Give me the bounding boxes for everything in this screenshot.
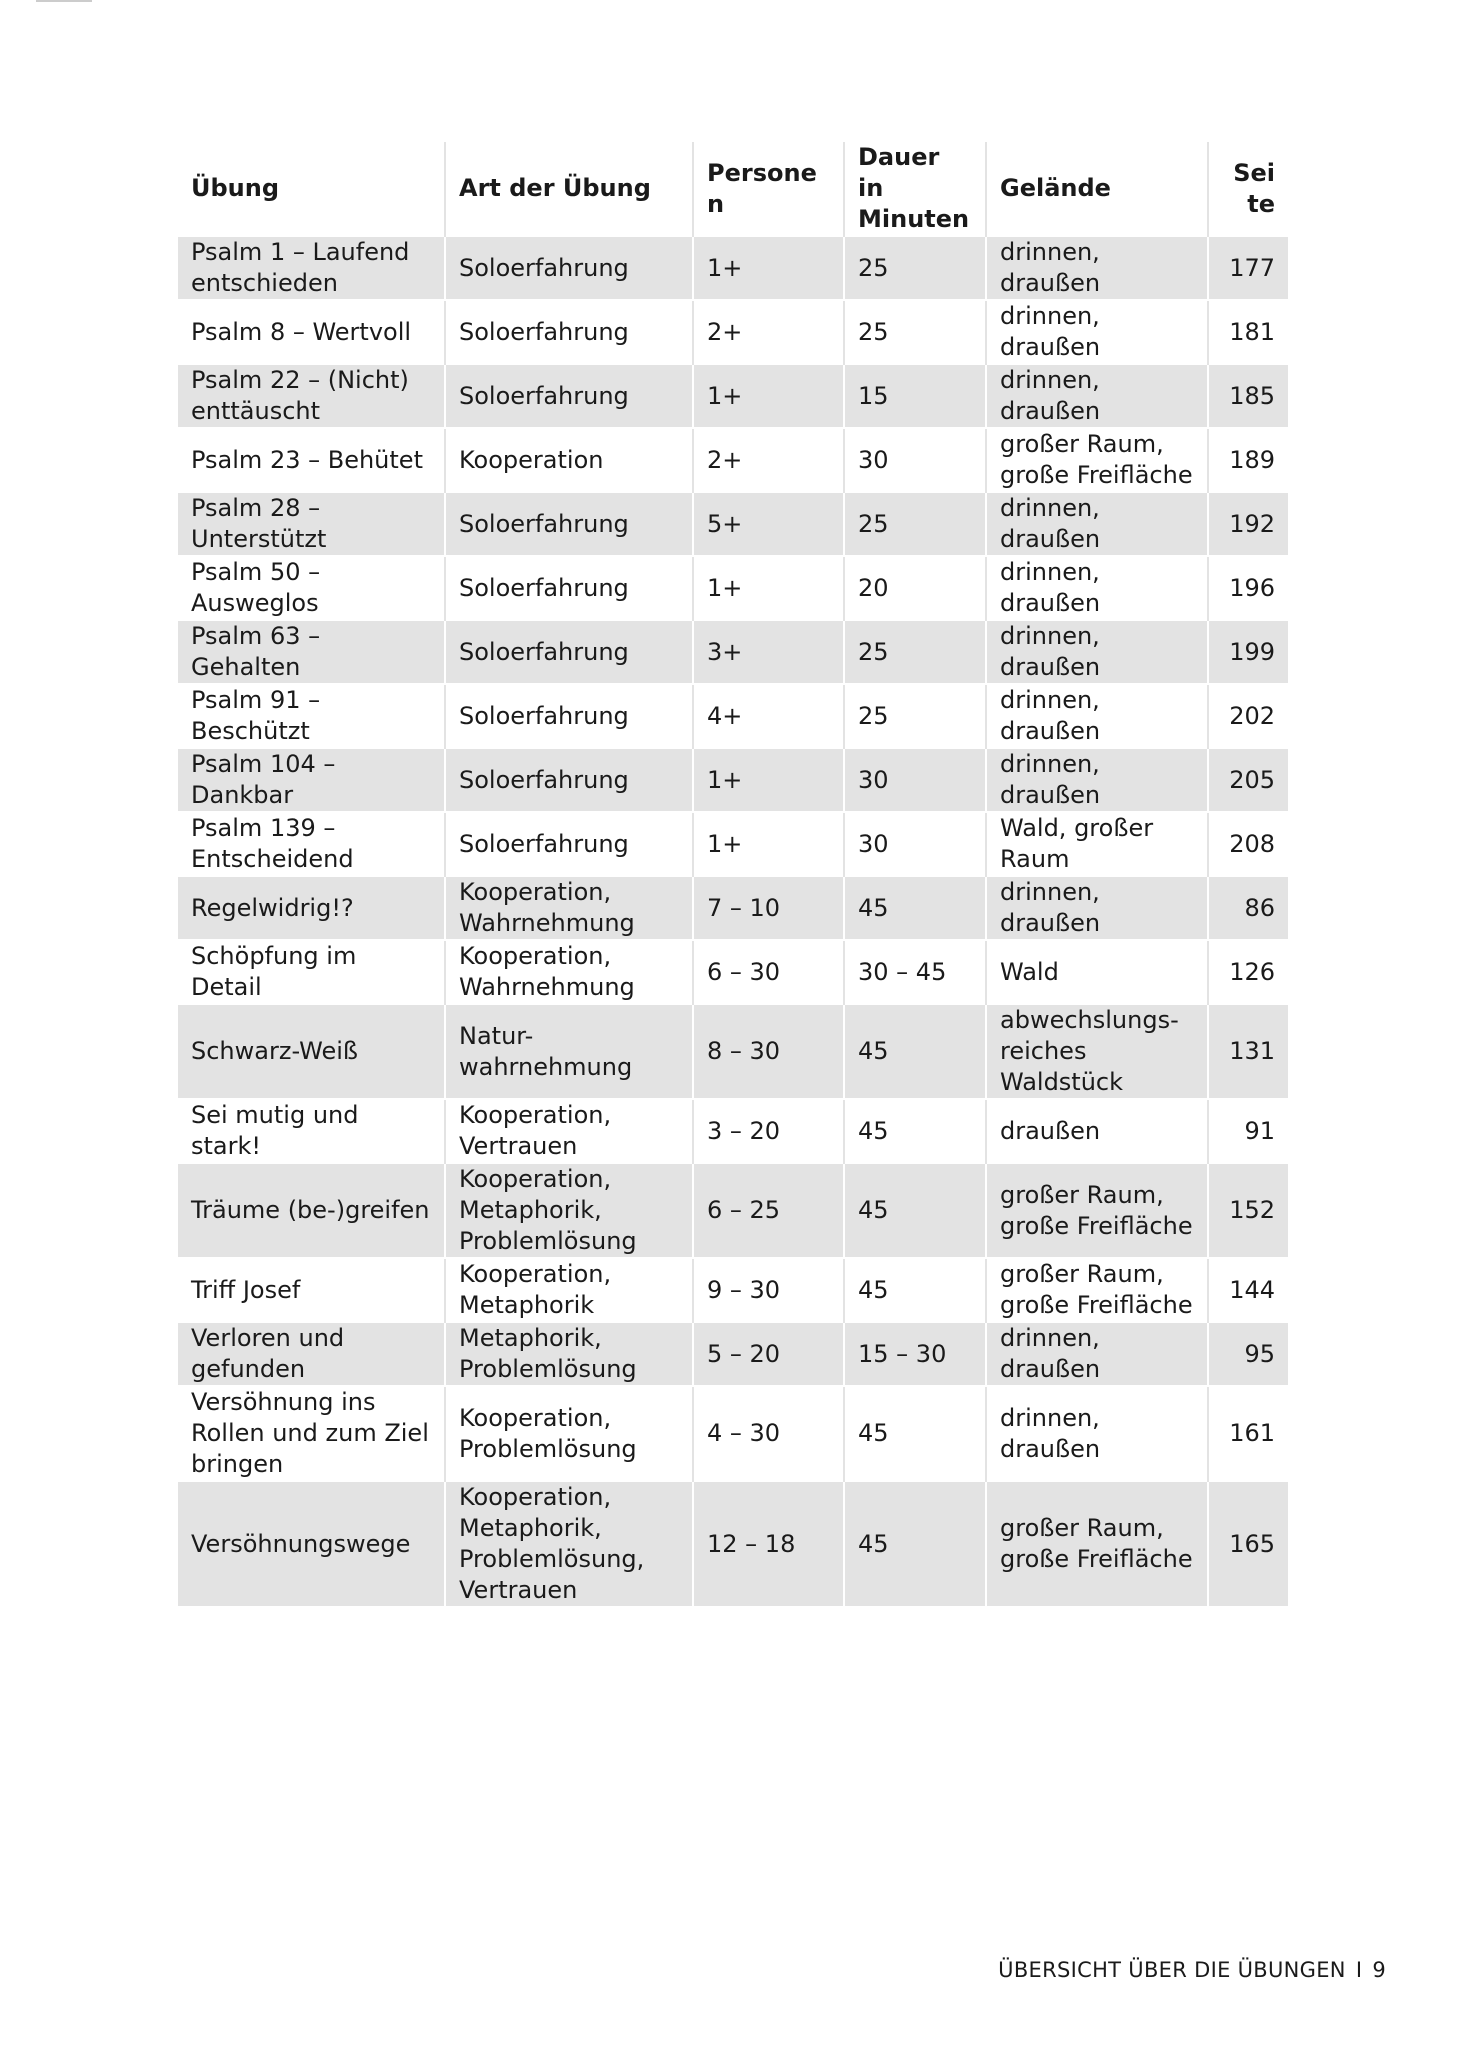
table-row (178, 300, 1288, 364)
cell-persons: 3 – 20 (693, 1099, 844, 1163)
cell-terrain: drinnen, draußen (986, 748, 1208, 812)
cell-page: 205 (1208, 748, 1288, 812)
cell-terrain: drinnen, draußen (986, 620, 1208, 684)
cell-duration: 45 (844, 1481, 986, 1606)
cell-duration: 30 – 45 (844, 940, 986, 1004)
cell-duration: 25 (844, 684, 986, 748)
table-row (178, 1481, 1288, 1606)
cell-terrain: drinnen, draußen (986, 1386, 1208, 1481)
cell-exercise: Psalm 50 – Ausweglos (178, 556, 445, 620)
cell-type: Kooperation, Metaphorik, Problemlösung (445, 1163, 693, 1258)
cell-page: 196 (1208, 556, 1288, 620)
header-persons: Personen (693, 142, 844, 236)
table-row (178, 812, 1288, 876)
cell-page: 208 (1208, 812, 1288, 876)
table-body (178, 236, 1288, 1606)
cell-type: Metaphorik, Problemlösung (445, 1322, 693, 1386)
cell-page: 192 (1208, 492, 1288, 556)
table-row (178, 1163, 1288, 1258)
cell-persons: 3+ (693, 620, 844, 684)
header-exercise: Übung (191, 174, 280, 202)
cell-persons: 5+ (693, 492, 844, 556)
cell-duration: 15 (844, 364, 986, 428)
cell-type: Soloerfahrung (445, 556, 693, 620)
cell-duration: 25 (844, 300, 986, 364)
cell-type: Kooperation, Metaphorik, Problemlösung, Vertrauen (445, 1481, 693, 1606)
cell-page: 185 (1208, 364, 1288, 428)
table-row (178, 940, 1288, 1004)
header-terrain: Gelände (986, 142, 1208, 236)
cell-duration: 30 (844, 428, 986, 492)
cell-exercise: Versöhnungswege (178, 1481, 445, 1606)
cell-duration: 45 (844, 1386, 986, 1481)
cell-page: 152 (1208, 1163, 1288, 1258)
cell-persons: 8 – 30 (693, 1004, 844, 1099)
table-row (178, 364, 1288, 428)
cell-exercise: Psalm 63 – Gehalten (178, 620, 445, 684)
cell-type: Kooperation, Vertrauen (445, 1099, 693, 1163)
table-row (178, 428, 1288, 492)
cell-terrain: draußen (986, 1099, 1208, 1163)
cell-type: Soloerfahrung (445, 236, 693, 300)
table-header-row (178, 142, 1288, 236)
cell-persons: 1+ (693, 364, 844, 428)
table-row (178, 748, 1288, 812)
cell-duration: 30 (844, 812, 986, 876)
cell-type: Kooperation, Wahrnehmung (445, 940, 693, 1004)
cell-terrain: Wald, großer Raum (986, 812, 1208, 876)
cell-page: 199 (1208, 620, 1288, 684)
cell-terrain: abwechslungs-reiches Waldstück (986, 1004, 1208, 1099)
cell-exercise: Regelwidrig!? (178, 876, 445, 940)
table-row (178, 1004, 1288, 1099)
cell-duration: 45 (844, 1258, 986, 1322)
cell-terrain: drinnen, draußen (986, 684, 1208, 748)
cell-type: Soloerfahrung (445, 364, 693, 428)
cell-type: Soloerfahrung (445, 748, 693, 812)
table-row (178, 620, 1288, 684)
table-row (178, 1099, 1288, 1163)
cell-type: Soloerfahrung (445, 684, 693, 748)
cell-type: Soloerfahrung (445, 620, 693, 684)
cell-exercise: Träume (be-)greifen (178, 1163, 445, 1258)
cell-duration: 25 (844, 236, 986, 300)
cell-exercise: Psalm 104 – Dankbar (178, 748, 445, 812)
cell-type: Kooperation, Metaphorik (445, 1258, 693, 1322)
cell-duration: 30 (844, 748, 986, 812)
table-row (178, 876, 1288, 940)
cell-page: 189 (1208, 428, 1288, 492)
top-corner-mark (36, 0, 92, 2)
cell-exercise: Psalm 28 – Unterstützt (178, 492, 445, 556)
header-type: Art der Übung (445, 142, 693, 236)
table-row (178, 1322, 1288, 1386)
cell-duration: 20 (844, 556, 986, 620)
cell-type: Kooperation (445, 428, 693, 492)
cell-type: Kooperation, Wahrnehmung (445, 876, 693, 940)
cell-exercise: Psalm 1 – Laufend entschieden (178, 236, 445, 300)
table-row (178, 556, 1288, 620)
cell-duration: 25 (844, 620, 986, 684)
exercise-overview-table (178, 142, 1288, 1606)
header-duration: Dauer in Minuten (844, 142, 986, 236)
table-row (178, 1386, 1288, 1481)
cell-persons: 2+ (693, 428, 844, 492)
cell-type: Natur-wahrnehmung (445, 1004, 693, 1099)
cell-duration: 15 – 30 (844, 1322, 986, 1386)
footer-page-number: 9 (1372, 1958, 1386, 1982)
cell-exercise: Psalm 91 – Beschützt (178, 684, 445, 748)
cell-terrain: großer Raum, große Freifläche (986, 1163, 1208, 1258)
cell-page: 131 (1208, 1004, 1288, 1099)
cell-duration: 45 (844, 876, 986, 940)
cell-terrain: drinnen, draußen (986, 236, 1208, 300)
cell-persons: 9 – 30 (693, 1258, 844, 1322)
cell-page: 181 (1208, 300, 1288, 364)
cell-persons: 1+ (693, 748, 844, 812)
cell-exercise: Schwarz-Weiß (178, 1004, 445, 1099)
table-row (178, 236, 1288, 300)
cell-duration: 45 (844, 1099, 986, 1163)
cell-page: 86 (1208, 876, 1288, 940)
cell-exercise: Psalm 22 – (Nicht) enttäuscht (178, 364, 445, 428)
cell-terrain: Wald (986, 940, 1208, 1004)
cell-page: 177 (1208, 236, 1288, 300)
cell-page: 91 (1208, 1099, 1288, 1163)
page-footer (998, 1958, 1386, 1982)
cell-page: 126 (1208, 940, 1288, 1004)
cell-persons: 12 – 18 (693, 1481, 844, 1606)
cell-terrain: drinnen, draußen (986, 492, 1208, 556)
cell-duration: 25 (844, 492, 986, 556)
cell-persons: 5 – 20 (693, 1322, 844, 1386)
cell-exercise: Triff Josef (178, 1258, 445, 1322)
footer-title: ÜBERSICHT ÜBER DIE ÜBUNGEN (998, 1958, 1346, 1982)
cell-persons: 4+ (693, 684, 844, 748)
cell-terrain: großer Raum, große Freifläche (986, 1481, 1208, 1606)
cell-terrain: drinnen, draußen (986, 300, 1208, 364)
cell-persons: 6 – 30 (693, 940, 844, 1004)
cell-page: 202 (1208, 684, 1288, 748)
cell-exercise: Psalm 139 – Entscheidend (178, 812, 445, 876)
cell-exercise: Psalm 8 – Wertvoll (178, 300, 445, 364)
cell-terrain: großer Raum, große Freifläche (986, 1258, 1208, 1322)
cell-persons: 1+ (693, 812, 844, 876)
cell-persons: 6 – 25 (693, 1163, 844, 1258)
cell-type: Soloerfahrung (445, 492, 693, 556)
cell-exercise: Sei mutig und stark! (178, 1099, 445, 1163)
cell-persons: 1+ (693, 236, 844, 300)
footer-separator: I (1355, 1958, 1363, 1982)
cell-type: Soloerfahrung (445, 812, 693, 876)
cell-exercise: Psalm 23 – Behütet (178, 428, 445, 492)
cell-terrain: großer Raum, große Freifläche (986, 428, 1208, 492)
cell-page: 165 (1208, 1481, 1288, 1606)
cell-terrain: drinnen, draußen (986, 364, 1208, 428)
cell-persons: 7 – 10 (693, 876, 844, 940)
cell-page: 95 (1208, 1322, 1288, 1386)
cell-exercise: Schöpfung im Detail (178, 940, 445, 1004)
cell-page: 144 (1208, 1258, 1288, 1322)
table-row (178, 1258, 1288, 1322)
cell-exercise: Versöhnung ins Rollen und zum Ziel bringen (178, 1386, 445, 1481)
cell-persons: 4 – 30 (693, 1386, 844, 1481)
cell-type: Soloerfahrung (445, 300, 693, 364)
cell-terrain: drinnen, draußen (986, 1322, 1208, 1386)
cell-persons: 1+ (693, 556, 844, 620)
cell-type: Kooperation, Problemlösung (445, 1386, 693, 1481)
cell-duration: 45 (844, 1163, 986, 1258)
cell-terrain: drinnen, draußen (986, 556, 1208, 620)
header-page: Seite (1208, 142, 1288, 236)
cell-exercise: Verloren und gefunden (178, 1322, 445, 1386)
table-row (178, 684, 1288, 748)
cell-duration: 45 (844, 1004, 986, 1099)
cell-terrain: drinnen, draußen (986, 876, 1208, 940)
cell-persons: 2+ (693, 300, 844, 364)
cell-page: 161 (1208, 1386, 1288, 1481)
table-row (178, 492, 1288, 556)
